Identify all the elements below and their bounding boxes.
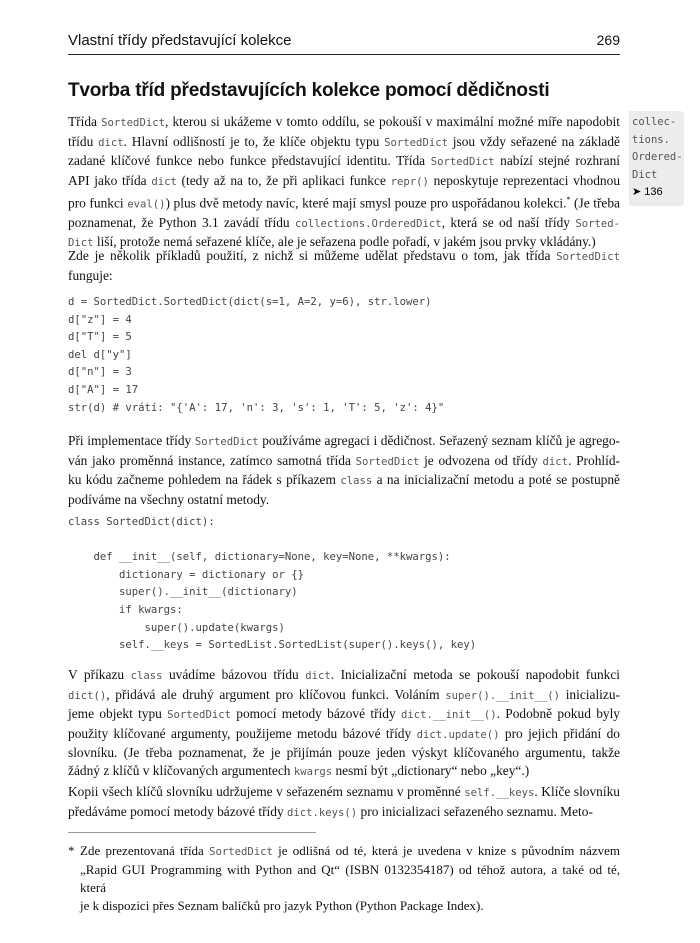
text-line	[68, 172, 620, 192]
inline-code: dict.keys()	[287, 806, 358, 819]
text-run: Zde prezentovaná třída	[80, 843, 210, 858]
text-line	[80, 897, 620, 915]
text-line	[68, 214, 620, 234]
text-run: . Prohlíd-	[568, 452, 621, 468]
paragraph	[68, 432, 620, 508]
paragraph	[68, 113, 620, 253]
inline-code: dict()	[68, 689, 107, 702]
text-run: nabízí stejné rozhraní	[494, 153, 621, 168]
paragraph	[68, 666, 620, 781]
inline-code: class	[340, 475, 373, 487]
page-reference[interactable]	[632, 184, 684, 202]
paragraph	[68, 247, 620, 284]
arrow-icon: ➤	[632, 186, 642, 198]
code-line: d = SortedDict.SortedDict(dict(s=1, A=2, y=6), str.lower)	[68, 296, 432, 308]
text-line	[68, 247, 620, 267]
text-run: API jako třída	[68, 172, 152, 188]
code-block	[68, 294, 444, 417]
inline-code: SortedDict	[556, 251, 620, 263]
code-line: if kwargs:	[68, 603, 183, 616]
text-run: pro jejich přidání do	[499, 725, 620, 741]
page-number: 269	[596, 32, 620, 48]
paragraph	[68, 783, 620, 822]
inline-code: SortedDict	[355, 455, 420, 468]
text-run: Třída	[68, 114, 102, 129]
inline-code: Sorted-	[575, 217, 620, 230]
inline-code: SortedDict	[384, 136, 448, 149]
footnote-ref: *	[566, 195, 571, 204]
text-line	[68, 491, 620, 509]
text-run: poznamenat, že Python 3.1 zavádí třídu	[68, 214, 295, 230]
text-run: , která se od naší třídy	[441, 214, 576, 230]
text-run: . Hlavní odlišností je to, že klíče objektu typu	[123, 133, 385, 149]
inline-code: class	[130, 670, 163, 682]
text-run: , kterou si ukážeme v tomto oddílu, se pokouší v maximální možné míře napodobit	[164, 114, 620, 129]
text-run: používáme agregaci i dědičnost. Seřazený seznam klíčů je agrego-	[258, 433, 620, 448]
text-line	[68, 705, 620, 725]
code-block	[68, 514, 476, 655]
code-line: d["n"] = 3	[68, 366, 132, 379]
text-run: je odvozena od třídy	[419, 452, 543, 468]
text-run: funguje:	[68, 267, 113, 283]
inline-code: dict.__init__()	[400, 709, 497, 721]
code-line: super().update(kwargs)	[68, 621, 285, 634]
text-run: liší, protože nemá seřazené klíče, ale je seřazena podle pořadí, v jakém jsou prvky vkládány.)	[93, 234, 596, 250]
code-line: class SortedDict(dict):	[68, 516, 215, 528]
footnote-text	[80, 842, 620, 915]
text-line	[68, 113, 620, 133]
text-run: Kopii všech klíčů slovníku udržujeme v seřazeném seznamu v proměnné	[68, 784, 465, 799]
text-run: ván jako proměnná instance, zatímco samotná třída	[68, 452, 356, 468]
text-run: a na inicializační metodu a poté se postupně	[372, 472, 620, 487]
inline-code: dict.update()	[416, 728, 500, 741]
code-line: super().__init__(dictionary)	[68, 586, 298, 599]
inline-code: dict	[305, 670, 331, 682]
text-run: podíváme na všechny ostatní metody.	[68, 491, 270, 507]
text-line	[68, 783, 620, 803]
text-line	[80, 861, 620, 897]
text-line	[68, 803, 620, 823]
text-run: žádný z klíčů v klíčovaných argumentech	[68, 762, 294, 778]
text-line	[68, 152, 620, 172]
inline-code: dict	[98, 136, 124, 149]
text-run: zadané klíčové funkce nebo funkce představující identitu. Třída	[68, 153, 431, 168]
margin-note	[629, 111, 684, 206]
text-run: V příkazu	[68, 667, 131, 682]
text-run: jeme objekt typu	[68, 706, 168, 721]
text-run: je k dispozici přes Seznam balíčků pro jazyk Python (Python Package Index).	[80, 898, 484, 913]
margin-note-line: collec-	[632, 116, 677, 128]
text-line	[68, 762, 620, 782]
text-line	[68, 471, 620, 491]
inline-code: SortedDict	[101, 117, 165, 129]
footnote-divider	[68, 832, 316, 833]
text-run: předáváme pomocí metody bázové třídy	[68, 803, 288, 819]
text-run: nesmí být „dictionary“ nebo „key“.)	[332, 762, 530, 778]
text-run: ) plus dvě metody navíc, které mají smysl pouze pro uspořádanou kolekci.	[165, 195, 567, 211]
text-line	[68, 191, 620, 214]
text-run: Při implementace třídy	[68, 433, 195, 448]
section-title: Tvorba tříd představujících kolekce pomocí dědičnosti	[68, 80, 550, 101]
text-run: uvádíme bázovou třídu	[162, 667, 306, 682]
text-run: pro inicializaci seřazeného seznamu. Meto-	[357, 803, 593, 819]
inline-code: super().__init__()	[445, 689, 561, 702]
running-header	[68, 30, 620, 55]
code-line: d["z"] = 4	[68, 313, 132, 326]
code-line: d["A"] = 17	[68, 383, 139, 396]
text-run: neposkytuje reprezentaci vhodnou	[428, 172, 621, 188]
text-run: „Rapid GUI Programming with Python and Qt“ (ISBN 0132354187) od téhož autora, a také od té, která	[80, 862, 620, 895]
text-run: je odlišná od té, která je uvedena v knize s původním názvem	[272, 843, 620, 858]
inline-code: kwargs	[293, 765, 333, 778]
inline-code: eval()	[127, 198, 166, 211]
text-run: pro funkci	[68, 195, 128, 211]
text-line	[68, 267, 620, 285]
footnote	[68, 842, 620, 915]
text-line	[68, 725, 620, 745]
text-run: inicializu-	[560, 686, 620, 702]
text-line	[68, 133, 620, 153]
text-run: ku kódu začneme pohledem na řádek s příkazem	[68, 472, 341, 487]
code-line: d["T"] = 5	[68, 331, 132, 344]
inline-code: collections.OrderedDict	[294, 217, 442, 230]
inline-code: SortedDict	[209, 846, 273, 858]
text-line	[68, 686, 620, 706]
inline-code: dict	[151, 175, 177, 188]
inline-code: self.__keys	[464, 787, 535, 799]
code-line: self.__keys = SortedList.SortedList(super().keys(), key)	[68, 639, 477, 652]
footnote-marker: *	[68, 843, 75, 858]
text-run: , přidává ale druhý argument pro klíčovou funkci. Voláním	[106, 686, 446, 702]
code-line: def __init__(self, dictionary=None, key=None, **kwargs):	[68, 551, 451, 564]
text-line	[80, 842, 620, 861]
text-run: . Inicializační metoda se pokouší napodobit funkci	[330, 667, 620, 682]
text-run: Zde je několik příkladů použití, z nichž si můžeme udělat představu o tom, jak třída	[68, 248, 557, 263]
text-run: pomocí metody bázové třídy	[230, 706, 401, 721]
inline-code: SortedDict	[430, 156, 495, 168]
text-run: slovníku. (Je třeba poznamenat, že je přijímán pouze jeden výskyt klíčovaného argumentu, takže	[68, 745, 620, 760]
inline-code: Dict	[68, 237, 94, 250]
margin-note-line: Ordered-	[632, 151, 683, 163]
text-run: (Je třeba	[570, 195, 620, 211]
text-line	[68, 432, 620, 452]
page-reference-number: 136	[644, 186, 663, 198]
code-line: del d["y"]	[68, 348, 132, 361]
text-line	[68, 666, 620, 686]
chapter-title: Vlastní třídy představující kolekce	[68, 32, 292, 49]
inline-code: SortedDict	[194, 436, 259, 448]
inline-code: dict	[542, 455, 569, 468]
text-run: . Klíče slovníku	[534, 784, 620, 799]
text-run: (tedy až na to, že při aplikaci funkce	[176, 172, 391, 188]
inline-code: repr()	[390, 175, 429, 188]
text-run: třídu	[68, 133, 99, 149]
text-line	[68, 744, 620, 762]
code-line: dictionary = dictionary or {}	[68, 568, 304, 581]
text-run: jsou vždy seřazené na základě	[447, 133, 620, 149]
inline-code: SortedDict	[167, 709, 231, 721]
margin-note-line: Dict	[632, 168, 658, 181]
text-run: . Podobně pokud byly	[496, 706, 620, 721]
text-line	[68, 452, 620, 472]
code-line: str(d) # vrátí: "{'A': 17, 'n': 3, 's': 1, 'T': 5, 'z': 4}"	[68, 401, 445, 414]
margin-note-line: tions.	[632, 133, 670, 146]
text-run: použity klíčované argumenty, použijeme metodu bázové třídy	[68, 725, 417, 741]
